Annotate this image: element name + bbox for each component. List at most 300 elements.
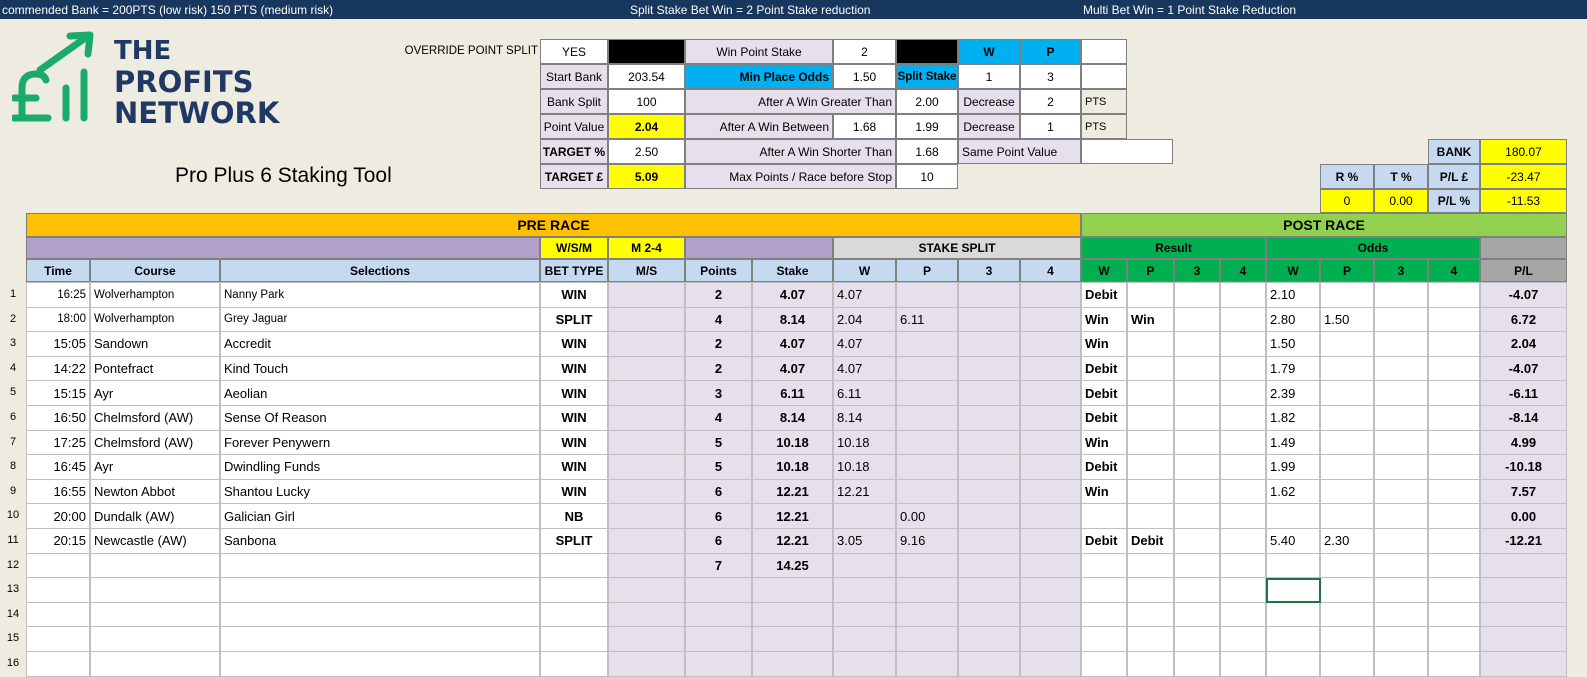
table-cell-s3[interactable] xyxy=(958,503,1020,529)
table-cell-r4[interactable] xyxy=(1220,454,1266,480)
table-cell-sp[interactable] xyxy=(896,651,958,677)
table-cell-rw[interactable] xyxy=(1081,553,1127,579)
table-cell-s4[interactable] xyxy=(1020,528,1081,554)
table-cell-o3[interactable] xyxy=(1374,430,1428,456)
table-cell-bet[interactable]: SPLIT xyxy=(540,307,608,333)
table-cell-time[interactable]: 17:25 xyxy=(26,430,90,456)
table-cell-s4[interactable] xyxy=(1020,405,1081,431)
table-cell-sp[interactable] xyxy=(896,577,958,603)
table-cell-r3[interactable] xyxy=(1174,553,1220,579)
table-cell-rp[interactable] xyxy=(1127,282,1174,308)
between-high-value[interactable]: 1.99 xyxy=(896,114,958,139)
table-cell-ow[interactable]: 2.80 xyxy=(1266,307,1320,333)
table-cell-r4[interactable] xyxy=(1220,479,1266,505)
table-cell-s3[interactable] xyxy=(958,479,1020,505)
table-cell-r4[interactable] xyxy=(1220,602,1266,628)
table-cell-rw[interactable]: Debit xyxy=(1081,454,1127,480)
table-cell-ms[interactable] xyxy=(608,479,685,505)
table-cell-sp[interactable]: 0.00 xyxy=(896,503,958,529)
table-cell-pl[interactable] xyxy=(1480,626,1567,652)
table-cell-sw[interactable]: 10.18 xyxy=(833,430,896,456)
table-cell-pts[interactable] xyxy=(685,651,752,677)
table-cell-r4[interactable] xyxy=(1220,282,1266,308)
table-cell-s3[interactable] xyxy=(958,356,1020,382)
table-cell-pts[interactable]: 2 xyxy=(685,282,752,308)
table-cell-ms[interactable] xyxy=(608,651,685,677)
table-cell-pl[interactable]: 6.72 xyxy=(1480,307,1567,333)
table-cell-sw[interactable]: 2.04 xyxy=(833,307,896,333)
table-cell-course[interactable]: Wolverhampton xyxy=(90,307,220,333)
table-cell-stake[interactable]: 12.21 xyxy=(752,503,833,529)
after-win-gt-value[interactable]: 2.00 xyxy=(896,89,958,114)
table-cell-ow[interactable]: 1.82 xyxy=(1266,405,1320,431)
table-cell-sel[interactable] xyxy=(220,553,540,579)
target-pct-value[interactable]: 2.50 xyxy=(608,139,685,164)
table-cell-r4[interactable] xyxy=(1220,528,1266,554)
table-cell-o4[interactable] xyxy=(1428,651,1480,677)
table-cell-stake[interactable]: 4.07 xyxy=(752,356,833,382)
table-cell-o3[interactable] xyxy=(1374,626,1428,652)
table-cell-rw[interactable]: Debit xyxy=(1081,356,1127,382)
table-cell-ms[interactable] xyxy=(608,577,685,603)
table-cell-s3[interactable] xyxy=(958,454,1020,480)
table-cell-op[interactable]: 1.50 xyxy=(1320,307,1374,333)
table-cell-o4[interactable] xyxy=(1428,528,1480,554)
table-cell-course[interactable]: Sandown xyxy=(90,331,220,357)
table-cell-sel[interactable] xyxy=(220,626,540,652)
table-cell-o3[interactable] xyxy=(1374,602,1428,628)
table-cell-ms[interactable] xyxy=(608,282,685,308)
table-cell-op[interactable] xyxy=(1320,356,1374,382)
table-cell-s4[interactable] xyxy=(1020,626,1081,652)
table-cell-pl[interactable] xyxy=(1480,602,1567,628)
table-cell-pl[interactable]: -4.07 xyxy=(1480,356,1567,382)
table-cell-pl[interactable]: -4.07 xyxy=(1480,282,1567,308)
table-cell-bet[interactable] xyxy=(540,553,608,579)
table-cell-bet[interactable]: WIN xyxy=(540,331,608,357)
table-cell-rw[interactable] xyxy=(1081,503,1127,529)
table-cell-r4[interactable] xyxy=(1220,380,1266,406)
table-cell-time[interactable]: 20:00 xyxy=(26,503,90,529)
table-cell-sel[interactable]: Sense Of Reason xyxy=(220,405,540,431)
table-cell-o4[interactable] xyxy=(1428,307,1480,333)
table-cell-bet[interactable] xyxy=(540,651,608,677)
table-cell-sw[interactable] xyxy=(833,553,896,579)
table-cell-sel[interactable]: Dwindling Funds xyxy=(220,454,540,480)
table-cell-bet[interactable]: WIN xyxy=(540,454,608,480)
table-cell-stake[interactable] xyxy=(752,577,833,603)
table-cell-pts[interactable]: 5 xyxy=(685,454,752,480)
table-cell-ow[interactable]: 2.39 xyxy=(1266,380,1320,406)
table-cell-s4[interactable] xyxy=(1020,454,1081,480)
table-cell-sp[interactable] xyxy=(896,602,958,628)
table-cell-sw[interactable]: 8.14 xyxy=(833,405,896,431)
table-cell-r3[interactable] xyxy=(1174,479,1220,505)
table-cell-sp[interactable] xyxy=(896,356,958,382)
table-cell-s3[interactable] xyxy=(958,430,1020,456)
table-cell-sp[interactable] xyxy=(896,479,958,505)
table-cell-bet[interactable]: SPLIT xyxy=(540,528,608,554)
table-cell-rp[interactable] xyxy=(1127,626,1174,652)
table-cell-pts[interactable] xyxy=(685,626,752,652)
table-cell-ow[interactable]: 1.50 xyxy=(1266,331,1320,357)
table-cell-sel[interactable]: Nanny Park xyxy=(220,282,540,308)
table-cell-pts[interactable]: 7 xyxy=(685,553,752,579)
table-cell-r4[interactable] xyxy=(1220,331,1266,357)
table-cell-pl[interactable]: 0.00 xyxy=(1480,503,1567,529)
table-cell-o4[interactable] xyxy=(1428,380,1480,406)
table-cell-s3[interactable] xyxy=(958,626,1020,652)
table-cell-time[interactable]: 18:00 xyxy=(26,307,90,333)
table-cell-pts[interactable]: 6 xyxy=(685,528,752,554)
table-cell-op[interactable] xyxy=(1320,503,1374,529)
table-cell-s4[interactable] xyxy=(1020,380,1081,406)
table-cell-r3[interactable] xyxy=(1174,528,1220,554)
table-cell-sp[interactable] xyxy=(896,430,958,456)
table-cell-sw[interactable] xyxy=(833,577,896,603)
table-cell-sel[interactable]: Sanbona xyxy=(220,528,540,554)
table-cell-rp[interactable] xyxy=(1127,503,1174,529)
table-cell-rw[interactable]: Win xyxy=(1081,430,1127,456)
table-cell-op[interactable]: 2.30 xyxy=(1320,528,1374,554)
table-cell-sw[interactable]: 4.07 xyxy=(833,356,896,382)
table-cell-pts[interactable]: 4 xyxy=(685,405,752,431)
table-cell-ms[interactable] xyxy=(608,626,685,652)
table-cell-pts[interactable]: 5 xyxy=(685,430,752,456)
table-cell-stake[interactable] xyxy=(752,651,833,677)
table-cell-sp[interactable] xyxy=(896,380,958,406)
table-cell-ms[interactable] xyxy=(608,380,685,406)
table-cell-o4[interactable] xyxy=(1428,454,1480,480)
table-cell-stake[interactable]: 10.18 xyxy=(752,430,833,456)
table-cell-ms[interactable] xyxy=(608,602,685,628)
table-cell-pts[interactable]: 4 xyxy=(685,307,752,333)
table-cell-s3[interactable] xyxy=(958,577,1020,603)
table-cell-op[interactable] xyxy=(1320,454,1374,480)
table-cell-s3[interactable] xyxy=(958,651,1020,677)
table-cell-course[interactable]: Ayr xyxy=(90,454,220,480)
table-cell-bet[interactable]: WIN xyxy=(540,356,608,382)
table-cell-s3[interactable] xyxy=(958,405,1020,431)
table-cell-r3[interactable] xyxy=(1174,626,1220,652)
table-cell-r3[interactable] xyxy=(1174,331,1220,357)
table-cell-r4[interactable] xyxy=(1220,307,1266,333)
table-cell-ms[interactable] xyxy=(608,430,685,456)
table-cell-stake[interactable] xyxy=(752,626,833,652)
table-cell-rp[interactable] xyxy=(1127,479,1174,505)
table-cell-r3[interactable] xyxy=(1174,380,1220,406)
table-cell-course[interactable] xyxy=(90,553,220,579)
table-cell-o4[interactable] xyxy=(1428,577,1480,603)
table-cell-s4[interactable] xyxy=(1020,602,1081,628)
table-cell-o3[interactable] xyxy=(1374,479,1428,505)
table-cell-stake[interactable]: 12.21 xyxy=(752,479,833,505)
table-cell-rw[interactable]: Debit xyxy=(1081,380,1127,406)
table-cell-s4[interactable] xyxy=(1020,479,1081,505)
table-cell-r4[interactable] xyxy=(1220,430,1266,456)
table-cell-rp[interactable] xyxy=(1127,356,1174,382)
table-cell-o3[interactable] xyxy=(1374,331,1428,357)
table-cell-op[interactable] xyxy=(1320,577,1374,603)
table-cell-sel[interactable] xyxy=(220,651,540,677)
max-points-value[interactable]: 10 xyxy=(896,164,958,189)
table-cell-time[interactable]: 14:22 xyxy=(26,356,90,382)
table-cell-sel[interactable]: Forever Penywern xyxy=(220,430,540,456)
table-cell-rw[interactable] xyxy=(1081,626,1127,652)
table-cell-o4[interactable] xyxy=(1428,356,1480,382)
table-cell-stake[interactable] xyxy=(752,602,833,628)
table-cell-r3[interactable] xyxy=(1174,602,1220,628)
table-cell-rp[interactable] xyxy=(1127,405,1174,431)
table-cell-r3[interactable] xyxy=(1174,282,1220,308)
table-cell-s4[interactable] xyxy=(1020,356,1081,382)
table-cell-course[interactable]: Wolverhampton xyxy=(90,282,220,308)
table-cell-stake[interactable]: 14.25 xyxy=(752,553,833,579)
table-cell-r4[interactable] xyxy=(1220,503,1266,529)
table-cell-rp[interactable] xyxy=(1127,553,1174,579)
split-w-value[interactable]: 1 xyxy=(958,64,1020,89)
table-cell-pl[interactable]: -6.11 xyxy=(1480,380,1567,406)
table-cell-rw[interactable]: Win xyxy=(1081,479,1127,505)
table-cell-ow[interactable]: 2.10 xyxy=(1266,282,1320,308)
table-cell-course[interactable]: Ayr xyxy=(90,380,220,406)
table-cell-course[interactable] xyxy=(90,626,220,652)
table-cell-r4[interactable] xyxy=(1220,651,1266,677)
table-cell-sw[interactable] xyxy=(833,602,896,628)
table-cell-time[interactable]: 16:25 xyxy=(26,282,90,308)
table-cell-pl[interactable]: -10.18 xyxy=(1480,454,1567,480)
table-cell-rp[interactable] xyxy=(1127,430,1174,456)
table-cell-time[interactable]: 15:05 xyxy=(26,331,90,357)
split-p-value[interactable]: 3 xyxy=(1020,64,1081,89)
table-cell-course[interactable] xyxy=(90,602,220,628)
table-cell-ms[interactable] xyxy=(608,454,685,480)
table-cell-s4[interactable] xyxy=(1020,282,1081,308)
table-cell-pts[interactable]: 2 xyxy=(685,331,752,357)
table-cell-sw[interactable]: 12.21 xyxy=(833,479,896,505)
table-cell-pl[interactable]: 2.04 xyxy=(1480,331,1567,357)
table-cell-sw[interactable]: 4.07 xyxy=(833,331,896,357)
table-cell-ms[interactable] xyxy=(608,356,685,382)
table-cell-s3[interactable] xyxy=(958,380,1020,406)
table-cell-sw[interactable] xyxy=(833,626,896,652)
table-cell-rw[interactable]: Debit xyxy=(1081,282,1127,308)
table-cell-ms[interactable] xyxy=(608,553,685,579)
table-cell-o4[interactable] xyxy=(1428,479,1480,505)
table-cell-time[interactable]: 16:55 xyxy=(26,479,90,505)
table-cell-ms[interactable] xyxy=(608,307,685,333)
table-cell-sp[interactable] xyxy=(896,454,958,480)
table-cell-o3[interactable] xyxy=(1374,405,1428,431)
table-cell-o3[interactable] xyxy=(1374,651,1428,677)
table-cell-ow[interactable]: 1.79 xyxy=(1266,356,1320,382)
table-cell-o3[interactable] xyxy=(1374,577,1428,603)
table-cell-o4[interactable] xyxy=(1428,331,1480,357)
table-cell-ow[interactable] xyxy=(1266,626,1320,652)
min-place-odds-value[interactable]: 1.50 xyxy=(833,64,896,89)
table-cell-ms[interactable] xyxy=(608,503,685,529)
table-cell-rp[interactable] xyxy=(1127,651,1174,677)
table-cell-sp[interactable] xyxy=(896,405,958,431)
table-cell-pts[interactable] xyxy=(685,577,752,603)
table-cell-pl[interactable] xyxy=(1480,651,1567,677)
table-cell-o3[interactable] xyxy=(1374,380,1428,406)
table-cell-r4[interactable] xyxy=(1220,577,1266,603)
table-cell-stake[interactable]: 12.21 xyxy=(752,528,833,554)
table-cell-s3[interactable] xyxy=(958,331,1020,357)
table-cell-pl[interactable] xyxy=(1480,553,1567,579)
table-cell-stake[interactable]: 6.11 xyxy=(752,380,833,406)
table-cell-ms[interactable] xyxy=(608,405,685,431)
table-cell-r3[interactable] xyxy=(1174,307,1220,333)
table-cell-stake[interactable]: 4.07 xyxy=(752,282,833,308)
table-cell-o4[interactable] xyxy=(1428,405,1480,431)
table-cell-pts[interactable] xyxy=(685,602,752,628)
table-cell-pts[interactable]: 6 xyxy=(685,479,752,505)
table-cell-time[interactable]: 15:15 xyxy=(26,380,90,406)
table-cell-bet[interactable] xyxy=(540,626,608,652)
same-point-value[interactable] xyxy=(1081,139,1173,164)
table-cell-op[interactable] xyxy=(1320,651,1374,677)
table-cell-pl[interactable]: -8.14 xyxy=(1480,405,1567,431)
table-cell-op[interactable] xyxy=(1320,602,1374,628)
table-cell-o4[interactable] xyxy=(1428,553,1480,579)
table-cell-rw[interactable] xyxy=(1081,602,1127,628)
bank-split-value[interactable]: 100 xyxy=(608,89,685,114)
decrease-2-value[interactable]: 1 xyxy=(1020,114,1081,139)
table-cell-s3[interactable] xyxy=(958,528,1020,554)
table-cell-sp[interactable]: 6.11 xyxy=(896,307,958,333)
table-cell-sw[interactable]: 6.11 xyxy=(833,380,896,406)
table-cell-bet[interactable]: WIN xyxy=(540,430,608,456)
table-cell-sp[interactable] xyxy=(896,331,958,357)
table-cell-course[interactable] xyxy=(90,651,220,677)
table-cell-s4[interactable] xyxy=(1020,503,1081,529)
start-bank-value[interactable]: 203.54 xyxy=(608,64,685,89)
table-cell-ow[interactable]: 1.99 xyxy=(1266,454,1320,480)
table-cell-o4[interactable] xyxy=(1428,282,1480,308)
table-cell-s4[interactable] xyxy=(1020,651,1081,677)
table-cell-sel[interactable]: Kind Touch xyxy=(220,356,540,382)
table-cell-rw[interactable]: Debit xyxy=(1081,405,1127,431)
table-cell-o3[interactable] xyxy=(1374,282,1428,308)
table-cell-o3[interactable] xyxy=(1374,454,1428,480)
table-cell-sp[interactable] xyxy=(896,626,958,652)
table-cell-pl[interactable]: 4.99 xyxy=(1480,430,1567,456)
table-cell-sw[interactable] xyxy=(833,651,896,677)
table-cell-sp[interactable] xyxy=(896,282,958,308)
table-cell-s3[interactable] xyxy=(958,282,1020,308)
table-cell-op[interactable] xyxy=(1320,626,1374,652)
table-cell-ms[interactable] xyxy=(608,528,685,554)
table-cell-s4[interactable] xyxy=(1020,307,1081,333)
table-cell-r3[interactable] xyxy=(1174,405,1220,431)
table-cell-rw[interactable] xyxy=(1081,651,1127,677)
table-cell-rp[interactable] xyxy=(1127,380,1174,406)
table-cell-bet[interactable]: WIN xyxy=(540,380,608,406)
table-cell-pl[interactable] xyxy=(1480,577,1567,603)
table-cell-time[interactable]: 20:15 xyxy=(26,528,90,554)
table-cell-bet[interactable]: WIN xyxy=(540,405,608,431)
table-cell-rw[interactable]: Win xyxy=(1081,307,1127,333)
table-cell-r3[interactable] xyxy=(1174,503,1220,529)
table-cell-r3[interactable] xyxy=(1174,430,1220,456)
table-cell-bet[interactable]: WIN xyxy=(540,479,608,505)
table-cell-ow[interactable]: 5.40 xyxy=(1266,528,1320,554)
table-cell-sw[interactable]: 10.18 xyxy=(833,454,896,480)
table-cell-sel[interactable] xyxy=(220,602,540,628)
table-cell-o3[interactable] xyxy=(1374,553,1428,579)
table-cell-ow[interactable] xyxy=(1266,602,1320,628)
table-cell-s3[interactable] xyxy=(958,307,1020,333)
table-cell-r4[interactable] xyxy=(1220,405,1266,431)
table-cell-time[interactable] xyxy=(26,626,90,652)
table-cell-pl[interactable]: -12.21 xyxy=(1480,528,1567,554)
table-cell-op[interactable] xyxy=(1320,553,1374,579)
table-cell-sp[interactable]: 9.16 xyxy=(896,528,958,554)
table-cell-time[interactable] xyxy=(26,553,90,579)
table-cell-r4[interactable] xyxy=(1220,626,1266,652)
table-cell-pl[interactable]: 7.57 xyxy=(1480,479,1567,505)
table-cell-s4[interactable] xyxy=(1020,331,1081,357)
table-cell-time[interactable] xyxy=(26,651,90,677)
table-cell-o4[interactable] xyxy=(1428,503,1480,529)
table-cell-time[interactable] xyxy=(26,577,90,603)
table-cell-o3[interactable] xyxy=(1374,528,1428,554)
table-cell-s3[interactable] xyxy=(958,602,1020,628)
table-cell-r3[interactable] xyxy=(1174,651,1220,677)
table-cell-o4[interactable] xyxy=(1428,602,1480,628)
table-cell-rp[interactable] xyxy=(1127,331,1174,357)
table-cell-sel[interactable] xyxy=(220,577,540,603)
table-cell-course[interactable]: Chelmsford (AW) xyxy=(90,430,220,456)
override-value[interactable]: YES xyxy=(540,39,608,64)
table-cell-r3[interactable] xyxy=(1174,356,1220,382)
decrease-1-value[interactable]: 2 xyxy=(1020,89,1081,114)
table-cell-ms[interactable] xyxy=(608,331,685,357)
between-low-value[interactable]: 1.68 xyxy=(833,114,896,139)
table-cell-course[interactable]: Pontefract xyxy=(90,356,220,382)
table-cell-op[interactable] xyxy=(1320,380,1374,406)
table-cell-op[interactable] xyxy=(1320,430,1374,456)
table-cell-stake[interactable]: 8.14 xyxy=(752,307,833,333)
table-cell-pts[interactable]: 2 xyxy=(685,356,752,382)
table-cell-rp[interactable]: Win xyxy=(1127,307,1174,333)
table-cell-course[interactable]: Newcastle (AW) xyxy=(90,528,220,554)
table-cell-time[interactable]: 16:45 xyxy=(26,454,90,480)
table-cell-op[interactable] xyxy=(1320,479,1374,505)
table-cell-ow[interactable] xyxy=(1266,503,1320,529)
table-cell-stake[interactable]: 10.18 xyxy=(752,454,833,480)
table-cell-rp[interactable] xyxy=(1127,577,1174,603)
table-cell-sel[interactable]: Grey Jaguar xyxy=(220,307,540,333)
table-cell-course[interactable]: Chelmsford (AW) xyxy=(90,405,220,431)
table-cell-bet[interactable] xyxy=(540,602,608,628)
table-cell-ow[interactable] xyxy=(1266,553,1320,579)
table-cell-course[interactable]: Dundalk (AW) xyxy=(90,503,220,529)
table-cell-sw[interactable] xyxy=(833,503,896,529)
table-cell-s4[interactable] xyxy=(1020,577,1081,603)
table-cell-o3[interactable] xyxy=(1374,307,1428,333)
table-cell-op[interactable] xyxy=(1320,331,1374,357)
table-cell-s4[interactable] xyxy=(1020,430,1081,456)
table-cell-r4[interactable] xyxy=(1220,553,1266,579)
table-cell-r3[interactable] xyxy=(1174,454,1220,480)
table-cell-stake[interactable]: 4.07 xyxy=(752,331,833,357)
table-cell-o4[interactable] xyxy=(1428,430,1480,456)
table-cell-o4[interactable] xyxy=(1428,626,1480,652)
table-cell-time[interactable]: 16:50 xyxy=(26,405,90,431)
